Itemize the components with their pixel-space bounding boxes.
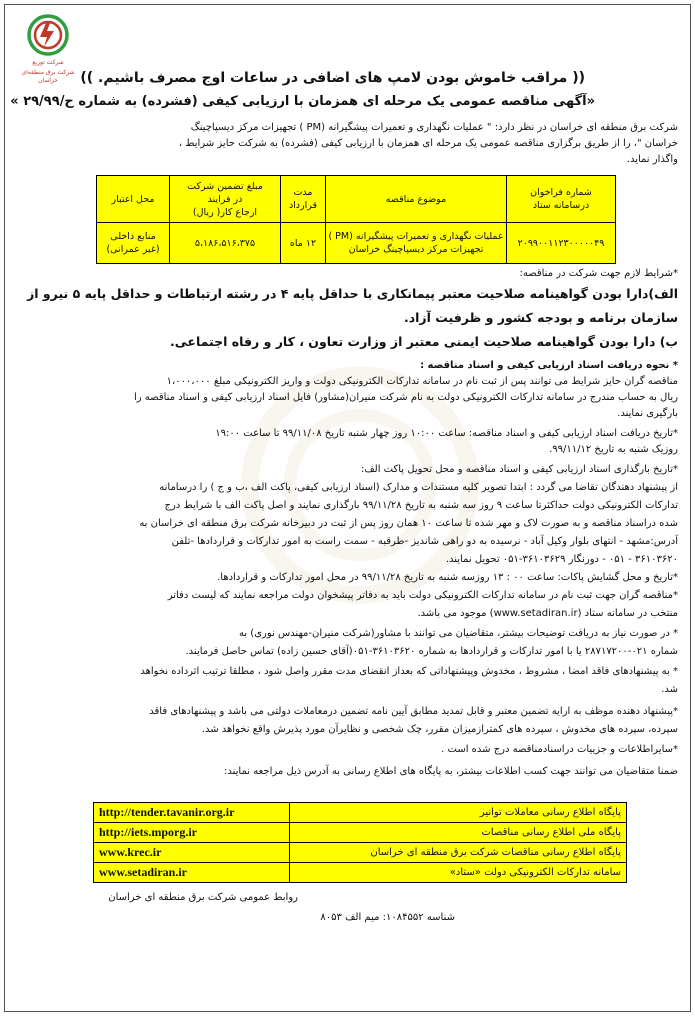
advertisement-page xyxy=(4,4,691,1012)
table-header-cell: مبلغ تضمین شرکت در فرایند ارجاع کار( ریال) xyxy=(170,176,281,223)
table-row xyxy=(94,843,627,863)
body-line: شده دراسناد مناقصه و به صورت لاک و مهر شده تا ساعت ۱۰ همان روز پس از ثبت در دبیرخانه شرکت برق منطقه ای خراسان به xyxy=(139,518,678,529)
site-url[interactable]: http://iets.mporg.ir xyxy=(94,823,290,843)
body-line: *سایراطلاعات و جزییات دراسنادمناقصه درج شده است . xyxy=(441,744,678,755)
table-header-row xyxy=(97,176,616,223)
condition-b: ب) دارا بودن گواهینامه صلاحیت ایمنی معتبر از وزارت تعاون ، کار و رفاه اجتماعی. xyxy=(170,334,678,349)
body-line: روزیک شنبه به تاریخ ۹۹/۱۱/۱۲. xyxy=(549,444,678,455)
public-relations-signature: روابط عمومی شرکت برق منطقه ای خراسان xyxy=(108,892,298,903)
site-name: پایگاه اطلاع رسانی معاملات توانیر xyxy=(290,803,627,823)
table-cell-duration: ۱۲ ماه xyxy=(281,223,326,264)
body-line: شماره ۰۲۱-۲۸۷۱۷۲۰۰ یا با امور تدارکات و قراردادها به شماره ۳۶۱۰۳۶۲۰-۰۵۱(آقای حسین زاده) تماس حاصل فرمایند. xyxy=(185,646,678,657)
logo-caption-2: شرکت برق منطقه‌ای خراسان xyxy=(21,69,75,84)
site-url[interactable]: http://tender.tavanir.org.ir xyxy=(94,803,290,823)
body-line: *تاریخ بارگذاری اسناد ارزیابی کیفی و اسناد مناقصه و محل تحویل پاکت الف: xyxy=(360,464,678,475)
site-name: سامانه تدارکات الکترونیکی دولت «ستاد» xyxy=(290,863,627,883)
condition-a-line-2: سازمان برنامه و بودجه کشور و ظرفیت آزاد. xyxy=(403,310,678,325)
body-line: ریال به حساب مندرج در سامانه تدارکات الکترونیکی دولت به نام شرکت منیران(مشاور) فایل اسناد ارزیابی کیفی و اسناد مناقصه را xyxy=(134,392,678,403)
company-logo xyxy=(17,13,79,85)
body-line: *پیشنهاد دهنده موظف به ارایه تضمین معتبر و قابل تمدید مطابق آیین نامه تضمین درمعاملات دولتی می باشد و پیشنهادهای فاقد xyxy=(149,706,678,717)
logo-caption-1: شرکت توزیع xyxy=(32,59,64,66)
site-url[interactable]: www.setadiran.ir xyxy=(94,863,290,883)
power-company-emblem-icon xyxy=(26,13,70,57)
table-cell-guarantee: ۵،۱۸۶،۵۱۶،۳۷۵ xyxy=(170,223,281,264)
condition-a-line-1: الف)دارا بودن گواهینامه صلاحیت معتبر پیمانکاری با حداقل پایه ۴ در رشته ارتباطات و حداقل پایه ۵ نیرو از xyxy=(27,286,678,301)
table-header-cell: شماره فراخوان درسامانه ستاد xyxy=(507,176,616,223)
table-row xyxy=(94,863,627,883)
body-line: ضمنا متقاضیان می توانند جهت کسب اطلاعات بیشتر، به پایگاه های اطلاع رسانی به آدرس ذیل مراجعه نمایند: xyxy=(224,766,678,777)
site-url[interactable]: www.krec.ir xyxy=(94,843,290,863)
table-header-cell: موضوع مناقصه xyxy=(326,176,507,223)
body-line: بارگیری نمایند. xyxy=(617,408,678,419)
tender-table xyxy=(96,175,616,264)
body-line: تدارکات الکترونیکی دولت حداکثرتا ساعت ۹ روز سه شنبه به تاریخ ۹۹/۱۱/۲۸ بارگذاری نمایند و اصل پاکت الف با شرایط درج xyxy=(164,500,678,511)
body-line: منتخب در سامانه ستاد (www.setadiran.ir) موجود می باشد. xyxy=(417,608,678,619)
body-line: * نحوه دریافت اسناد ارزیابی کیفی و اسناد مناقصه : xyxy=(420,360,678,371)
body-line: *مناقصه گران جهت ثبت نام در سامانه تدارکات الکترونیکی دولت باید به دفاتر پیشخوان دولت مراجعه نمایند که لیست دفاتر xyxy=(167,590,678,601)
intro-line-3: واگذار نماید. xyxy=(626,154,678,165)
body-line: آدرس:مشهد - انتهای بلوار وکیل آباد - نرسیده به دو راهی شاندیز -طرقبه - سمت راست به امور تدارکات و قراردادها -تلفن xyxy=(171,536,678,547)
intro-line-1: شرکت برق منطقه ای خراسان در نظر دارد: " عملیات نگهداری و تعمیرات پیشگیرانه (PM ) تجهیزات مرکز دیسپاچینگ xyxy=(190,122,678,133)
body-line: ۳۶۱۰۳۶۲۰ - ۰۵۱ - دورنگار ۳۶۱۰۳۶۲۹-۰۵۱ تحویل نمایند. xyxy=(445,554,678,565)
body-line: شد. xyxy=(661,684,678,695)
site-name: پایگاه اطلاع رسانی مناقصات شرکت برق منطقه ای خراسان xyxy=(290,843,627,863)
body-line: * به پیشنهادهای فاقد امضا ، مشروط ، مخدوش وپیشنهاداتی که بعداز انقضای مدت مقرر واصل شود ، مطلقا ترتیب اثرداده نخواهد xyxy=(140,666,678,677)
table-cell-subject: عملیات نگهداری و تعمیرات پیشگیرانه (PM ) تجهیزات مرکز دیسپاچینگ خراسان xyxy=(326,223,507,264)
body-line: سپرده، سپرده های مخدوش ، سپرده های کمترازمیزان مقرر، چک شخصی و نظایرآن مورد پذیرش واقع نخواهد شد. xyxy=(201,724,678,735)
energy-saving-notice: (( مراقب خاموش بودن لامپ های اضافی در ساعات اوج مصرف باشیم. )) xyxy=(80,70,585,86)
body-line: *تاریخ دریافت اسناد ارزیابی کیفی و اسناد مناقصه: ساعت ۱۰:۰۰ روز چهار شنبه تاریخ ۹۹/۱۱/۰۸ تا ساعت ۱۹:۰۰ xyxy=(215,428,678,439)
table-cell-call-number: ۲۰۹۹۰۰۱۱۲۳۰۰۰۰۰۴۹ xyxy=(507,223,616,264)
body-line: * در صورت نیاز به دریافت توضیحات بیشتر، متقاضیان می توانند با مشاور(شرکت منیران-مهندس نوری) به xyxy=(238,628,678,639)
publication-id: شناسه ۱۰۸۴۵۵۲: میم الف ۸۰۵۳ xyxy=(320,912,455,923)
table-row xyxy=(94,823,627,843)
table-header-cell: مدت قرارداد xyxy=(281,176,326,223)
body-line: مناقصه گران حایز شرایط می توانند پس از ثبت نام در سامانه تدارکات الکترونیکی دولت و واریز الکترونیکی مبلغ ۱،۰۰۰،۰۰۰ xyxy=(166,376,678,387)
table-row xyxy=(97,223,616,264)
table-row xyxy=(94,803,627,823)
intro-line-2: خراسان "، را از طریق برگزاری مناقصه عمومی یک مرحله ای همزمان با ارزیابی کیفی (فشرده) به شرکت حایز شرایط ، xyxy=(178,138,678,149)
body-line: *تاریخ و محل گشایش پاکات: ساعت ۰۰ : ۱۳ روزسه شنبه به تاریخ ۹۹/۱۱/۲۸ در محل امور تدارکات و قراردادها. xyxy=(217,572,678,583)
table-cell-budget-source: منابع داخلی (غیر عمرانی) xyxy=(97,223,170,264)
conditions-title: *شرایط لازم جهت شرکت در مناقصه: xyxy=(519,268,678,279)
site-name: پایگاه ملی اطلاع رسانی مناقصات xyxy=(290,823,627,843)
info-sites-table xyxy=(93,802,627,883)
tender-title: «آگهی مناقصه عمومی یک مرحله ای همزمان با ارزیابی کیفی (فشرده) به شماره ح/۲۹/۹۹ » xyxy=(10,94,595,109)
table-header-cell: محل اعتبار xyxy=(97,176,170,223)
body-line: از پیشنهاد دهندگان تقاضا می گردد : ابتدا تصویر کلیه مستندات و مدارک (اسناد ارزیابی کیفی، پاکت الف ،ب و ج ) را درسامانه xyxy=(159,482,678,493)
